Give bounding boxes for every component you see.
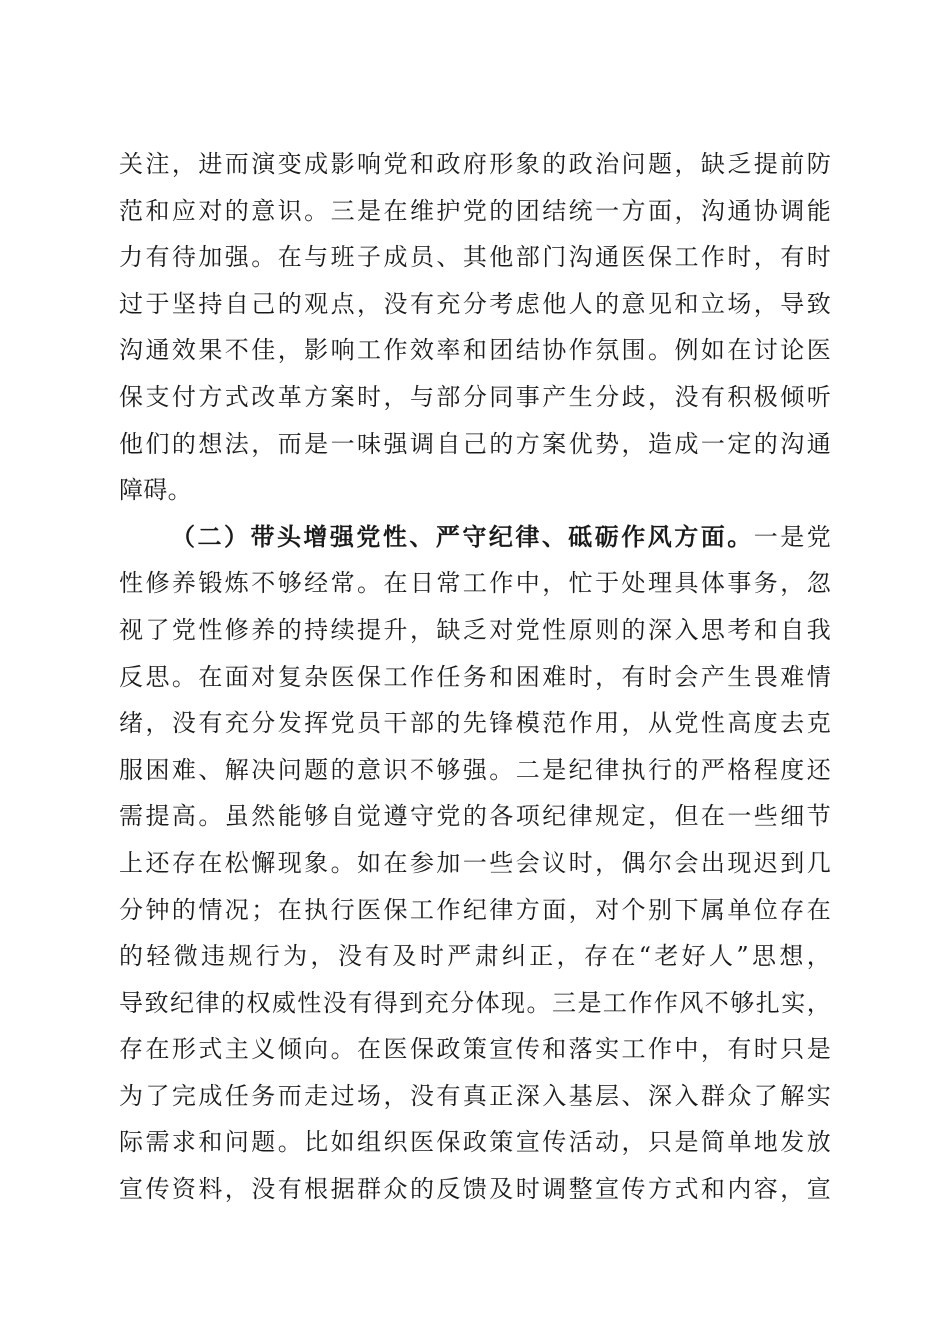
text-line: 沟通效果不佳，影响工作效率和团结协作氛围。例如在讨论医 [119,336,831,365]
paragraph-2 [119,514,831,1213]
text-line: 需提高。虽然能够自觉遵守党的各项纪律规定，但在一些细节 [119,802,831,831]
text-line: 际需求和问题。比如组织医保政策宣传活动，只是简单地发放 [119,1128,831,1157]
text-line: 力有待加强。在与班子成员、其他部门沟通医保工作时，有时 [119,243,831,272]
text-line: 存在形式主义倾向。在医保政策宣传和落实工作中，有时只是 [119,1035,831,1064]
text-line: 反思。在面对复杂医保工作任务和困难时，有时会产生畏难情 [119,662,831,691]
text-line: 关注，进而演变成影响党和政府形象的政治问题，缺乏提前防 [119,150,831,178]
text-run: 一是党 [753,522,831,551]
text-line: 绪，没有充分发挥党员干部的先锋模范作用，从党性高度去克 [119,709,831,738]
text-line: 导致纪律的权威性没有得到充分体现。三是工作作风不够扎实， [119,988,831,1017]
document-body [119,141,831,1213]
text-line: 服困难、解决问题的意识不够强。二是纪律执行的严格程度还 [119,755,831,784]
text-line: 的轻微违规行为，没有及时严肃纠正，存在“老好人”思想， [119,942,831,971]
text-line: 过于坚持自己的观点，没有充分考虑他人的意见和立场，导致 [119,289,831,318]
text-line: 保支付方式改革方案时，与部分同事产生分歧，没有积极倾听 [119,382,831,411]
text-line: 分钟的情况；在执行医保工作纪律方面，对个别下属单位存在 [119,895,831,924]
text-line: 障碍。 [119,476,192,505]
text-line: 为了完成任务而走过场，没有真正深入基层、深入群众了解实 [119,1081,831,1110]
paragraph-1 [119,141,831,514]
text-line: 视了党性修养的持续提升，缺乏对党性原则的深入思考和自我 [119,615,831,644]
text-line: 宣传资料，没有根据群众的反馈及时调整宣传方式和内容，宣 [119,1175,831,1204]
text-line: 性修养锻炼不够经常。在日常工作中，忙于处理具体事务，忽 [119,569,831,598]
text-line: 上还存在松懈现象。如在参加一些会议时，偶尔会出现迟到几 [119,848,831,877]
section-heading: （二）带头增强党性、严守纪律、砥砺作风方面。 [171,521,754,551]
text-line: 他们的想法，而是一味强调自己的方案优势，造成一定的沟通 [119,429,831,458]
text-line: 范和应对的意识。三是在维护党的团结统一方面，沟通协调能 [119,196,831,225]
section-heading-line [119,514,831,561]
